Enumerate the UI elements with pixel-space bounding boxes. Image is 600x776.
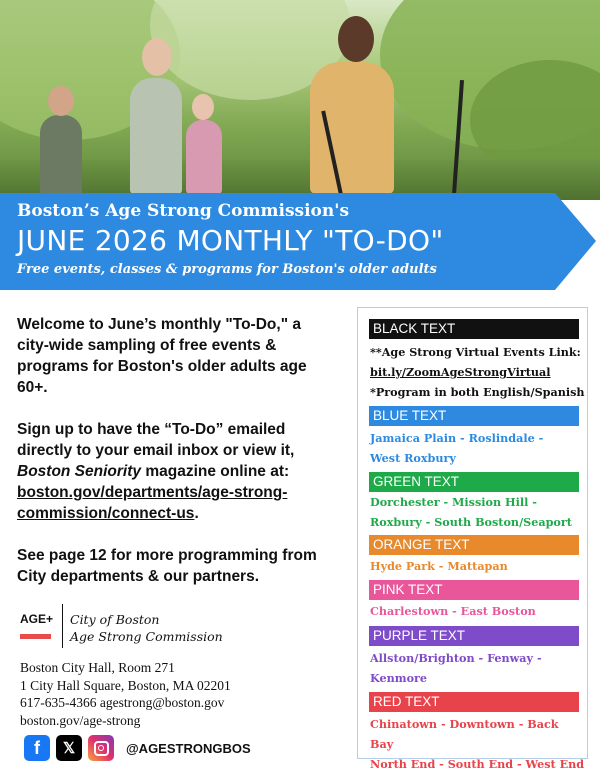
- legend-orange-text: Hyde Park - Mattapan: [370, 559, 508, 573]
- legend-header-orange: ORANGE TEXT: [369, 535, 579, 555]
- legend-red-text: Chinatown - Downtown - Back Bay North End - South End - West End: [370, 717, 585, 771]
- logo-divider: [62, 604, 63, 648]
- org-name: City of Boston Age Strong Commission: [70, 612, 223, 644]
- logo-mark: AGE+: [20, 612, 54, 626]
- zoom-link[interactable]: bit.ly/ZoomAgeStrongVirtual: [370, 365, 551, 379]
- magazine-name: Boston Seniority: [17, 463, 142, 480]
- legend-header-blue: BLUE TEXT: [369, 406, 579, 426]
- legend-blue-text: Jamaica Plain - Roslindale - West Roxbury: [370, 431, 544, 465]
- social-handle: @AGESTRONGBOS: [126, 740, 251, 756]
- legend-black-text: **Age Strong Virtual Events Link: bit.ly/ZoomAgeStrongVirtual *Program in both English/Spanish: [370, 345, 585, 399]
- website-link[interactable]: boston.gov/age-strong: [20, 712, 141, 728]
- hero-photo: [0, 0, 600, 200]
- legend-header-black: BLACK TEXT: [369, 319, 579, 339]
- x-icon[interactable]: 𝕏: [56, 735, 82, 761]
- legend-header-purple: PURPLE TEXT: [369, 626, 579, 646]
- color-legend: [357, 307, 588, 771]
- instagram-icon[interactable]: [88, 735, 114, 761]
- phone-email: 617-635-4366 agestrong@boston.gov: [20, 695, 225, 710]
- legend-header-green: GREEN TEXT: [369, 472, 579, 492]
- banner-subtitle: Free events, classes & programs for Boston's older adults: [17, 262, 437, 277]
- address-line: 1 City Hall Square, Boston, MA 02201: [20, 677, 231, 693]
- legend-green-text: Dorchester - Mission Hill - Roxbury - South Boston/Seaport: [370, 495, 572, 529]
- contact-address: [20, 659, 231, 729]
- legend-header-red: RED TEXT: [369, 692, 579, 712]
- address-line: Boston City Hall, Room 271: [20, 660, 175, 675]
- legend-header-pink: PINK TEXT: [369, 580, 579, 600]
- age-strong-logo: [20, 612, 53, 626]
- connect-us-link[interactable]: boston.gov/departments/age-strong-commission/connect-us: [17, 484, 288, 522]
- intro-welcome: Welcome to June’s monthly "To-Do," a city-wide sampling of free events & programs for Boston's older adults age 60+.: [17, 316, 307, 396]
- page-title: JUNE 2026 MONTHLY "TO-DO": [17, 224, 444, 257]
- intro-signup: Sign up to have the “To-Do” emailed directly to your email inbox or view it, Boston Seniority magazine online at: boston.gov/departments/age-strong-commission/connect-us.: [17, 421, 295, 522]
- facebook-icon[interactable]: f: [24, 735, 50, 761]
- intro-more-programming: See page 12 for more programming from City departments & our partners.: [17, 547, 317, 585]
- social-links: [24, 735, 251, 761]
- legend-purple-text: Allston/Brighton - Fenway - Kenmore: [370, 651, 542, 685]
- intro-text: [17, 314, 337, 608]
- banner-org-name: Boston’s Age Strong Commission's: [17, 201, 350, 221]
- legend-pink-text: Charlestown - East Boston: [370, 604, 536, 618]
